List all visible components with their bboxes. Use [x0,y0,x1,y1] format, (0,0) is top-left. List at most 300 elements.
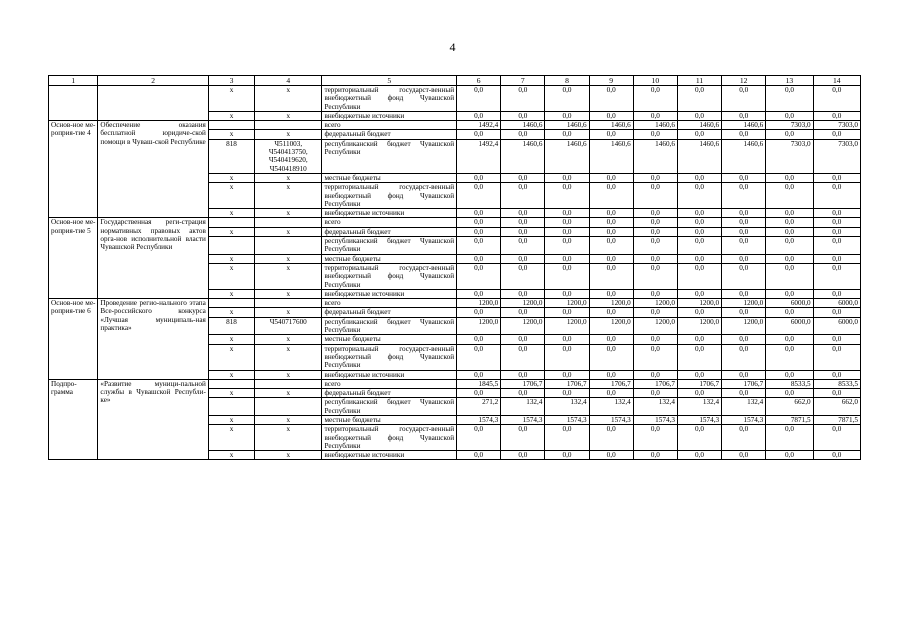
value-cell: 1200,0 [589,317,633,335]
activity-name-cell: Подпро-грамма [49,379,98,460]
value-cell: 6000,0 [766,299,813,308]
kbk-code-cell: х [255,130,322,139]
funding-source-cell: республиканский бюджет Чувашской Республики [322,398,457,416]
value-cell: 0,0 [813,335,860,344]
value-cell: 0,0 [545,425,589,451]
value-cell: 0,0 [633,237,677,255]
kbk-code-cell: х [255,254,322,263]
value-cell: 0,0 [633,451,677,460]
value-cell: 1200,0 [633,299,677,308]
value-cell: 0,0 [457,209,501,218]
value-cell: 0,0 [545,451,589,460]
value-cell: 0,0 [633,263,677,289]
value-cell: 0,0 [766,111,813,120]
value-cell: 0,0 [722,451,766,460]
value-cell: 0,0 [677,263,721,289]
value-cell: 0,0 [545,263,589,289]
table-row [49,299,861,308]
value-cell: 0,0 [589,289,633,298]
value-cell: 6000,0 [813,317,860,335]
value-cell: 662,0 [813,398,860,416]
value-cell: 1706,7 [545,379,589,388]
value-cell: 0,0 [457,263,501,289]
value-cell: 0,0 [589,254,633,263]
value-cell: 0,0 [813,130,860,139]
value-cell: 0,0 [545,227,589,236]
value-cell: 0,0 [766,173,813,182]
grbs-code-cell: х [208,344,254,370]
value-cell: 0,0 [589,227,633,236]
value-cell: 1460,6 [722,139,766,173]
grbs-code-cell [208,218,254,227]
value-cell: 0,0 [457,254,501,263]
value-cell: 0,0 [813,218,860,227]
grbs-code-cell: х [208,130,254,139]
value-cell: 1460,6 [722,121,766,130]
value-cell: 0,0 [589,451,633,460]
value-cell: 1574,3 [457,415,501,424]
value-cell: 0,0 [545,344,589,370]
value-cell: 0,0 [589,425,633,451]
value-cell: 0,0 [766,451,813,460]
continued-name-cell [49,86,98,121]
value-cell: 0,0 [457,227,501,236]
value-cell: 0,0 [722,289,766,298]
kbk-code-cell: х [255,451,322,460]
value-cell: 0,0 [633,335,677,344]
kbk-code-cell [255,398,322,416]
kbk-code-cell: х [255,183,322,209]
value-cell: 0,0 [501,183,545,209]
value-cell: 0,0 [766,344,813,370]
value-cell: 0,0 [766,263,813,289]
value-cell: 0,0 [813,370,860,379]
value-cell: 0,0 [722,308,766,317]
value-cell: 0,0 [589,86,633,112]
value-cell: 0,0 [501,425,545,451]
value-cell: 0,0 [766,254,813,263]
kbk-code-cell: х [255,415,322,424]
value-cell: 1200,0 [545,317,589,335]
value-cell: 0,0 [457,86,501,112]
value-cell: 0,0 [813,254,860,263]
value-cell: 0,0 [589,370,633,379]
value-cell: 0,0 [722,237,766,255]
value-cell: 1460,6 [545,139,589,173]
value-cell: 0,0 [766,335,813,344]
funding-source-cell: федеральный бюджет [322,308,457,317]
value-cell: 0,0 [545,289,589,298]
funding-source-cell: территориальный государст-венный внебюджетный фонд Чувашской Республики [322,183,457,209]
value-cell: 0,0 [813,227,860,236]
value-cell: 0,0 [457,289,501,298]
value-cell: 0,0 [501,451,545,460]
activity-title-cell: Обеспечение оказания бесплатной юридиче-ской помощи в Чуваш-ской Республике [98,121,208,218]
value-cell: 0,0 [457,335,501,344]
value-cell: 0,0 [457,370,501,379]
value-cell: 7303,0 [766,121,813,130]
value-cell: 0,0 [722,111,766,120]
value-cell: 1200,0 [589,299,633,308]
grbs-code-cell: х [208,254,254,263]
value-cell: 1200,0 [501,299,545,308]
funding-source-cell: местные бюджеты [322,173,457,182]
value-cell: 0,0 [633,209,677,218]
value-cell: 0,0 [677,130,721,139]
value-cell: 0,0 [766,370,813,379]
value-cell: 0,0 [545,209,589,218]
value-cell: 7303,0 [766,139,813,173]
value-cell: 132,4 [722,398,766,416]
column-number-4: 4 [255,76,322,86]
value-cell: 0,0 [722,173,766,182]
funding-source-cell: внебюджетные источники [322,289,457,298]
value-cell: 0,0 [589,389,633,398]
value-cell: 1200,0 [457,317,501,335]
funding-source-cell: территориальный государст-венный внебюджетный фонд Чувашской Республики [322,425,457,451]
funding-source-cell: местные бюджеты [322,335,457,344]
value-cell: 0,0 [766,218,813,227]
value-cell: 271,2 [457,398,501,416]
value-cell: 0,0 [677,183,721,209]
value-cell: 1460,6 [677,121,721,130]
grbs-code-cell [208,379,254,388]
value-cell: 1574,3 [677,415,721,424]
value-cell: 1200,0 [677,299,721,308]
funding-source-cell: всего [322,218,457,227]
value-cell: 0,0 [766,389,813,398]
value-cell: 1492,4 [457,139,501,173]
value-cell: 0,0 [722,209,766,218]
column-number-5: 5 [322,76,457,86]
kbk-code-cell [255,379,322,388]
value-cell: 0,0 [813,344,860,370]
value-cell: 0,0 [545,86,589,112]
value-cell: 0,0 [501,370,545,379]
value-cell: 6000,0 [813,299,860,308]
value-cell: 0,0 [457,389,501,398]
funding-source-cell: внебюджетные источники [322,370,457,379]
value-cell: 0,0 [545,111,589,120]
value-cell: 0,0 [501,389,545,398]
value-cell: 0,0 [633,111,677,120]
activity-name-cell: Основ-ное ме-роприя-тие 6 [49,299,98,380]
value-cell: 0,0 [501,86,545,112]
value-cell: 1200,0 [501,317,545,335]
column-number-1: 1 [49,76,98,86]
value-cell: 0,0 [501,344,545,370]
value-cell: 0,0 [457,344,501,370]
value-cell: 0,0 [457,308,501,317]
value-cell: 0,0 [545,308,589,317]
value-cell: 0,0 [766,237,813,255]
kbk-code-cell: х [255,209,322,218]
kbk-code-cell: х [255,335,322,344]
value-cell: 1200,0 [633,317,677,335]
column-number-6: 6 [457,76,501,86]
value-cell: 0,0 [722,183,766,209]
value-cell: 0,0 [722,335,766,344]
kbk-code-cell: х [255,111,322,120]
value-cell: 0,0 [457,218,501,227]
kbk-code-cell: х [255,344,322,370]
value-cell: 0,0 [677,344,721,370]
activity-title-cell: Проведение регио-нального этапа Все-российского конкурса «Лучшая муниципаль-ная практика» [98,299,208,380]
kbk-code-cell: х [255,263,322,289]
value-cell: 1200,0 [457,299,501,308]
value-cell: 0,0 [633,425,677,451]
continued-title-cell [98,86,208,121]
value-cell: 0,0 [813,237,860,255]
value-cell: 0,0 [501,111,545,120]
grbs-code-cell [208,121,254,130]
value-cell: 0,0 [589,218,633,227]
kbk-code-cell: х [255,227,322,236]
value-cell: 0,0 [722,263,766,289]
value-cell: 0,0 [813,173,860,182]
value-cell: 0,0 [722,130,766,139]
value-cell: 0,0 [501,289,545,298]
value-cell: 0,0 [677,308,721,317]
grbs-code-cell: х [208,173,254,182]
grbs-code-cell: х [208,389,254,398]
value-cell: 0,0 [677,173,721,182]
grbs-code-cell: х [208,86,254,112]
value-cell: 0,0 [545,389,589,398]
value-cell: 0,0 [722,218,766,227]
value-cell: 0,0 [633,86,677,112]
value-cell: 0,0 [677,227,721,236]
value-cell: 1200,0 [545,299,589,308]
funding-source-cell: республиканский бюджет Чувашской Республики [322,237,457,255]
value-cell: 7303,0 [813,121,860,130]
value-cell: 0,0 [766,227,813,236]
kbk-code-cell [255,299,322,308]
funding-source-cell: территориальный государст-венный внебюджетный фонд Чувашской Республики [322,86,457,112]
column-number-13: 13 [766,76,813,86]
value-cell: 7871,5 [813,415,860,424]
activity-title-cell: «Развитие муници-пальной службы в Чувашской Республи-ке» [98,379,208,460]
value-cell: 0,0 [589,308,633,317]
grbs-code-cell: х [208,425,254,451]
value-cell: 0,0 [633,308,677,317]
value-cell: 0,0 [501,173,545,182]
funding-source-cell: республиканский бюджет Чувашской Республики [322,139,457,173]
value-cell: 0,0 [633,130,677,139]
column-number-14: 14 [813,76,860,86]
value-cell: 0,0 [589,263,633,289]
header-row [49,76,861,86]
value-cell: 0,0 [501,227,545,236]
value-cell: 7303,0 [813,139,860,173]
column-number-2: 2 [98,76,208,86]
kbk-code-cell: х [255,173,322,182]
value-cell: 1460,6 [501,139,545,173]
value-cell: 0,0 [722,389,766,398]
value-cell: 0,0 [813,209,860,218]
value-cell: 0,0 [457,425,501,451]
value-cell: 8533,5 [766,379,813,388]
value-cell: 0,0 [677,254,721,263]
value-cell: 0,0 [501,308,545,317]
value-cell: 0,0 [813,183,860,209]
grbs-code-cell: х [208,263,254,289]
value-cell: 0,0 [677,389,721,398]
value-cell: 1706,7 [722,379,766,388]
value-cell: 0,0 [633,289,677,298]
value-cell: 0,0 [766,183,813,209]
value-cell: 132,4 [501,398,545,416]
value-cell: 1460,6 [633,139,677,173]
value-cell: 0,0 [589,335,633,344]
value-cell: 0,0 [545,254,589,263]
value-cell: 0,0 [677,111,721,120]
value-cell: 0,0 [677,425,721,451]
value-cell: 1492,4 [457,121,501,130]
value-cell: 0,0 [766,209,813,218]
value-cell: 0,0 [589,344,633,370]
value-cell: 0,0 [545,218,589,227]
column-number-12: 12 [722,76,766,86]
value-cell: 0,0 [722,344,766,370]
value-cell: 6000,0 [766,317,813,335]
column-number-9: 9 [589,76,633,86]
table-row [49,218,861,227]
value-cell: 0,0 [501,130,545,139]
value-cell: 1706,7 [501,379,545,388]
value-cell: 0,0 [501,209,545,218]
value-cell: 0,0 [501,218,545,227]
value-cell: 0,0 [677,218,721,227]
funding-source-cell: всего [322,121,457,130]
grbs-code-cell: х [208,209,254,218]
value-cell: 0,0 [457,451,501,460]
value-cell: 0,0 [589,183,633,209]
kbk-code-cell: х [255,308,322,317]
funding-source-cell: всего [322,299,457,308]
value-cell: 0,0 [677,370,721,379]
value-cell: 0,0 [722,425,766,451]
funding-source-cell: республиканский бюджет Чувашской Республики [322,317,457,335]
table-body [49,76,861,460]
value-cell: 0,0 [545,173,589,182]
value-cell: 8533,5 [813,379,860,388]
value-cell: 0,0 [457,237,501,255]
value-cell: 0,0 [545,335,589,344]
value-cell: 0,0 [545,237,589,255]
funding-source-cell: внебюджетные источники [322,209,457,218]
value-cell: 0,0 [501,254,545,263]
value-cell: 1460,6 [589,139,633,173]
table-row [49,379,861,388]
grbs-code-cell: 818 [208,139,254,173]
value-cell: 0,0 [589,111,633,120]
value-cell: 0,0 [589,130,633,139]
grbs-code-cell: х [208,335,254,344]
value-cell: 0,0 [722,254,766,263]
grbs-code-cell: х [208,111,254,120]
column-number-11: 11 [677,76,721,86]
value-cell: 132,4 [589,398,633,416]
value-cell: 0,0 [501,237,545,255]
kbk-code-cell: х [255,289,322,298]
value-cell: 0,0 [813,389,860,398]
kbk-code-cell: Ч540717600 [255,317,322,335]
value-cell: 1574,3 [501,415,545,424]
kbk-code-cell [255,237,322,255]
grbs-code-cell [208,398,254,416]
funding-source-cell: федеральный бюджет [322,389,457,398]
grbs-code-cell [208,299,254,308]
value-cell: 0,0 [813,263,860,289]
activity-name-cell: Основ-ное ме-роприя-тие 4 [49,121,98,218]
column-number-7: 7 [501,76,545,86]
value-cell: 1574,3 [589,415,633,424]
page-number: 4 [449,40,456,54]
funding-source-cell: федеральный бюджет [322,227,457,236]
value-cell: 0,0 [457,130,501,139]
kbk-code-cell: х [255,425,322,451]
value-cell: 1706,7 [633,379,677,388]
funding-source-cell: местные бюджеты [322,254,457,263]
value-cell: 0,0 [813,111,860,120]
value-cell: 1200,0 [722,299,766,308]
value-cell: 132,4 [677,398,721,416]
value-cell: 1460,6 [677,139,721,173]
value-cell: 662,0 [766,398,813,416]
value-cell: 0,0 [589,209,633,218]
value-cell: 1460,6 [545,121,589,130]
kbk-code-cell [255,121,322,130]
value-cell: 0,0 [813,451,860,460]
value-cell: 0,0 [722,370,766,379]
value-cell: 0,0 [766,308,813,317]
value-cell: 132,4 [633,398,677,416]
value-cell: 0,0 [677,335,721,344]
grbs-code-cell: х [208,289,254,298]
value-cell: 0,0 [457,183,501,209]
table-row [49,121,861,130]
value-cell: 1574,3 [722,415,766,424]
kbk-code-cell [255,218,322,227]
value-cell: 1574,3 [545,415,589,424]
value-cell: 1706,7 [589,379,633,388]
funding-source-cell: внебюджетные источники [322,451,457,460]
grbs-code-cell: 818 [208,317,254,335]
value-cell: 0,0 [633,173,677,182]
value-cell: 0,0 [633,344,677,370]
funding-source-cell: местные бюджеты [322,415,457,424]
grbs-code-cell: х [208,183,254,209]
value-cell: 0,0 [633,227,677,236]
funding-source-cell: федеральный бюджет [322,130,457,139]
value-cell: 1200,0 [677,317,721,335]
grbs-code-cell: х [208,227,254,236]
budget-table [48,75,861,460]
kbk-code-cell: Ч511003, Ч540413750, Ч540419620, Ч540418910 [255,139,322,173]
funding-source-cell: всего [322,379,457,388]
value-cell: 1460,6 [633,121,677,130]
value-cell: 0,0 [766,130,813,139]
table-row [49,86,861,112]
value-cell: 0,0 [722,86,766,112]
value-cell: 1460,6 [501,121,545,130]
grbs-code-cell: х [208,451,254,460]
funding-source-cell: территориальный государст-венный внебюджетный фонд Чувашской Республики [322,344,457,370]
activity-name-cell: Основ-ное ме-роприя-тие 5 [49,218,98,299]
value-cell: 0,0 [677,237,721,255]
grbs-code-cell: х [208,415,254,424]
